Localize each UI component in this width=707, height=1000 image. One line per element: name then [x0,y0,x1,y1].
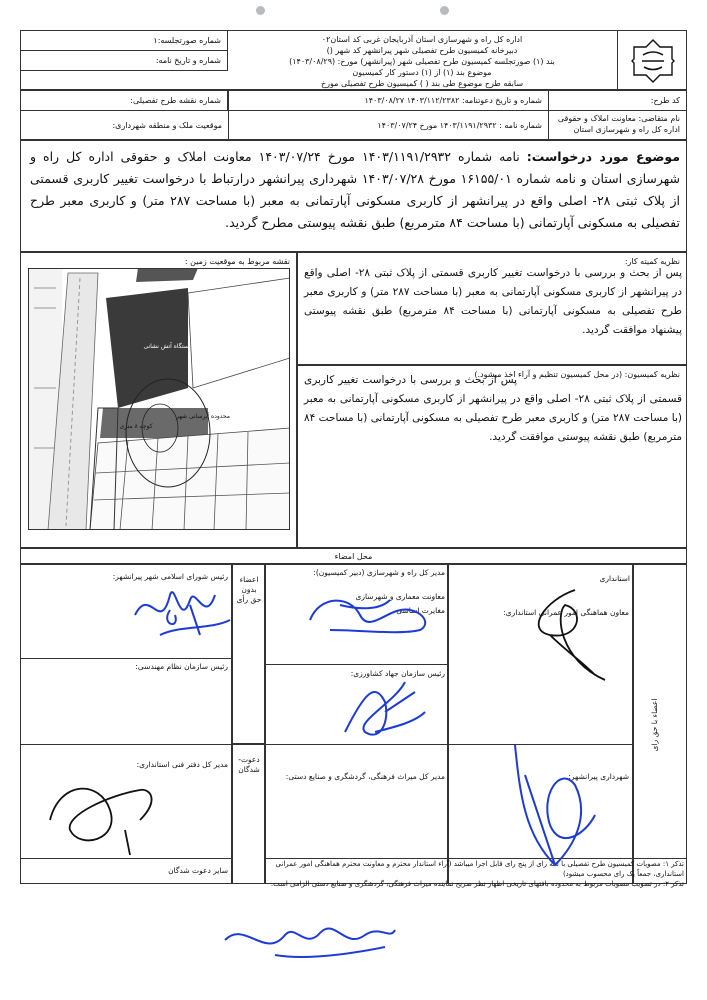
notes [268,859,684,889]
row-divider [265,744,448,745]
other-invited-label: سایر دعوت شدگان [168,866,228,875]
alley-label: کوچه ۸ متری [119,423,153,430]
site-map [28,268,290,530]
request-number-cell [228,90,549,111]
invited-label: دعوت-شدگان [238,755,260,774]
subject-paragraph [30,146,680,234]
row-divider [20,658,232,659]
number-date-label: شماره و تاریخ نامه: [155,56,221,65]
members-vote-column [633,564,687,884]
note-1: تذکر ۱: مصوبات کمیسیون طرح تفصیلی با سه رای از پنج رای قابل اجرا میباشد (آراء استاندار محترم و معاونت محترم هماهنگی امور عمرانی استانداری، جمعاً یک رای محسوب میشود) [275,860,684,878]
row-divider [20,858,232,859]
water-area-label: محدوده آبرسانی شهر [175,413,231,420]
location-cell [20,110,229,140]
plan-map-number-label: شماره نقشه طرح تفصیلی: [130,96,221,105]
map-title: نقشه مربوط به موقعیت زمین : [184,257,290,266]
note-2: تذکر ۲: در تصویب مصوبات مربوط به محدوده بافتهای تاریخی اظهار نظر صریح نماینده میراث فرهنگی، گردشگری و صنایع دستی الزامی است. [270,880,684,888]
organization-lines [232,34,612,89]
org-line: اداره کل راه و شهرسازی استان آذربایجان غربی کد استان۰۲ [321,35,523,44]
mayor-label: شهرداری پیرانشهر: [568,772,629,781]
applicant-cell [548,110,687,140]
road-dg-label: مدیر کل راه و شهرسازی (دبیر کمیسیون): [313,568,445,577]
commission-text: پس از بحث و بررسی با درخواست تغییر کاربری قسمتی از پلاک ثبتی ۲۸- اصلی واقع در پیرانشهر از کاربری مسکونی آپارتمانی به معبر (با مساحت ۲۸۷ متر) و کاربری معبر طرح تفصیلی به مسکونی آپارتمانی (با مساحت ۸۴ مترمربع) طبق نقشه پیوستی موافقت گردید. [304,374,683,443]
members-vote-label: اعضاء با حق رای [650,698,659,752]
council-column [20,564,232,884]
row-divider [265,664,448,665]
code-cell [548,90,687,111]
minutes-number-cell [20,30,228,51]
agriculture-label: رئیس سازمان جهاد کشاورزی: [350,669,445,678]
row-divider [20,744,232,745]
org-line: بند (۱) صورتجلسه کمیسیون طرح تفصیلی شهر (پیرانشهر) مورخ: (۱۴۰۳/۰۸/۲۹) [289,57,555,66]
working-group-text: پس از بحث و بررسی با درخواست تغییر کاربری قسمتی از پلاک ثبتی ۲۸- اصلی واقع در پیرانشهر از کاربری مسکونی آپارتمانی به معبر (با مساحت ۲۸۷ متر) و کاربری معبر طرح تفصیلی به مسکونی آپارتمانی (با مساحت ۸۴ مترمربع) طبق نقشه پیوستی پیشنهاد موافقت گردید. [304,267,682,336]
letter-line: شماره نامه : ۱۴۰۳/۱۱۹۱/۲۹۳۲ مورخ ۱۴۰۳/۰۷/۲۴ [377,121,542,130]
heritage-label: مدیر کل میراث فرهنگی، گردشگری و صنایع دستی: [285,772,445,781]
organization-logo [631,39,675,83]
subject-text: نامه شماره ۱۴۰۳/۱۱۹۱/۲۹۳۲ مورخ ۱۴۰۳/۰۷/۲۴ معاونت املاک و حقوقی اداره کل راه و شهرسازی استان و نامه شماره ۱۶۱۵۵/۰۱ مورخ ۱۴۰۳/۰۷/۲۸ شهرداری پیرانشهر درارتباط با درخواست تغییر کاربری قسمتی از پلاک ثبتی ۲۸- اصلی واقع در پیرانشهر از کاربری مسکونی آپارتمانی به معبر (با مساحت ۲۸۷ متر) و کاربری معبر طرح تفصیلی به مسکونی آپارتمانی (با مساحت ۸۴ مترمربع) طبق نقشه پیوستی مطرح گردید. [30,149,680,230]
org-line: دبیرخانه کمیسیون طرح تفصیلی شهر پیرانشهر کد شهر () [326,46,518,55]
signature-bottom [215,905,405,965]
staple-mark [256,6,265,15]
applicant-value: اداره کل راه و شهرسازی استان [573,125,680,134]
code-label: کد طرح: [650,96,680,105]
minutes-number-label: شماره صورتجلسه:۱ [153,36,221,45]
row-divider [448,744,633,745]
request-number-line: شماره و تاریخ دعوتنامه: ۱۴۰۳/۱۱۲/۲۳۸۲ ۱۴۰۳/۰۸/۲۷ [364,96,542,105]
road-sub-label: مغایرت اساسی [396,606,445,615]
governor-label: استانداری [599,574,630,583]
engineering-label: رئیس سازمان نظام مهندسی: [135,662,228,671]
logo-cell [617,30,687,90]
org-line: موضوع بند (۱) از (۱) دستور کار کمیسیون [352,68,492,77]
number-date-cell [20,50,228,71]
letter-cell [228,110,549,140]
location-label: موقعیت ملک و منطقه شهرداری: [112,121,222,130]
technical-office-label: مدیر کل دفتر فنی استانداری: [136,760,228,769]
fire-station-label: ایستگاه آتش نشانی [143,343,193,350]
applicant-label: نام متقاضی: معاونت املاک و حقوقی [557,114,680,123]
working-group-label: نظریه کمیته کار: [624,257,680,266]
commission-label: نظریه کمیسیون: (در محل کمیسیون تنظیم و آراء اخذ میشود.) [474,370,680,379]
governor-deputy-label: معاون هماهنگی امور عمرانی استانداری: [503,608,629,617]
signature-place-title: محل امضاء [20,548,687,564]
subject-title: موضوع مورد درخواست: [526,149,680,164]
no-vote-label: اعضاء بدون حق رأی [236,575,262,604]
org-line: سابقه طرح موضوع طی بند ( ) کمیسیون طرح تفصیلی مورخ [320,79,524,88]
architecture-label: معاونت معماری و شهرسازی [355,592,445,601]
council-head-label: رئیس شورای اسلامی شهر پیرانشهر: [112,572,228,581]
staple-mark [440,6,449,15]
